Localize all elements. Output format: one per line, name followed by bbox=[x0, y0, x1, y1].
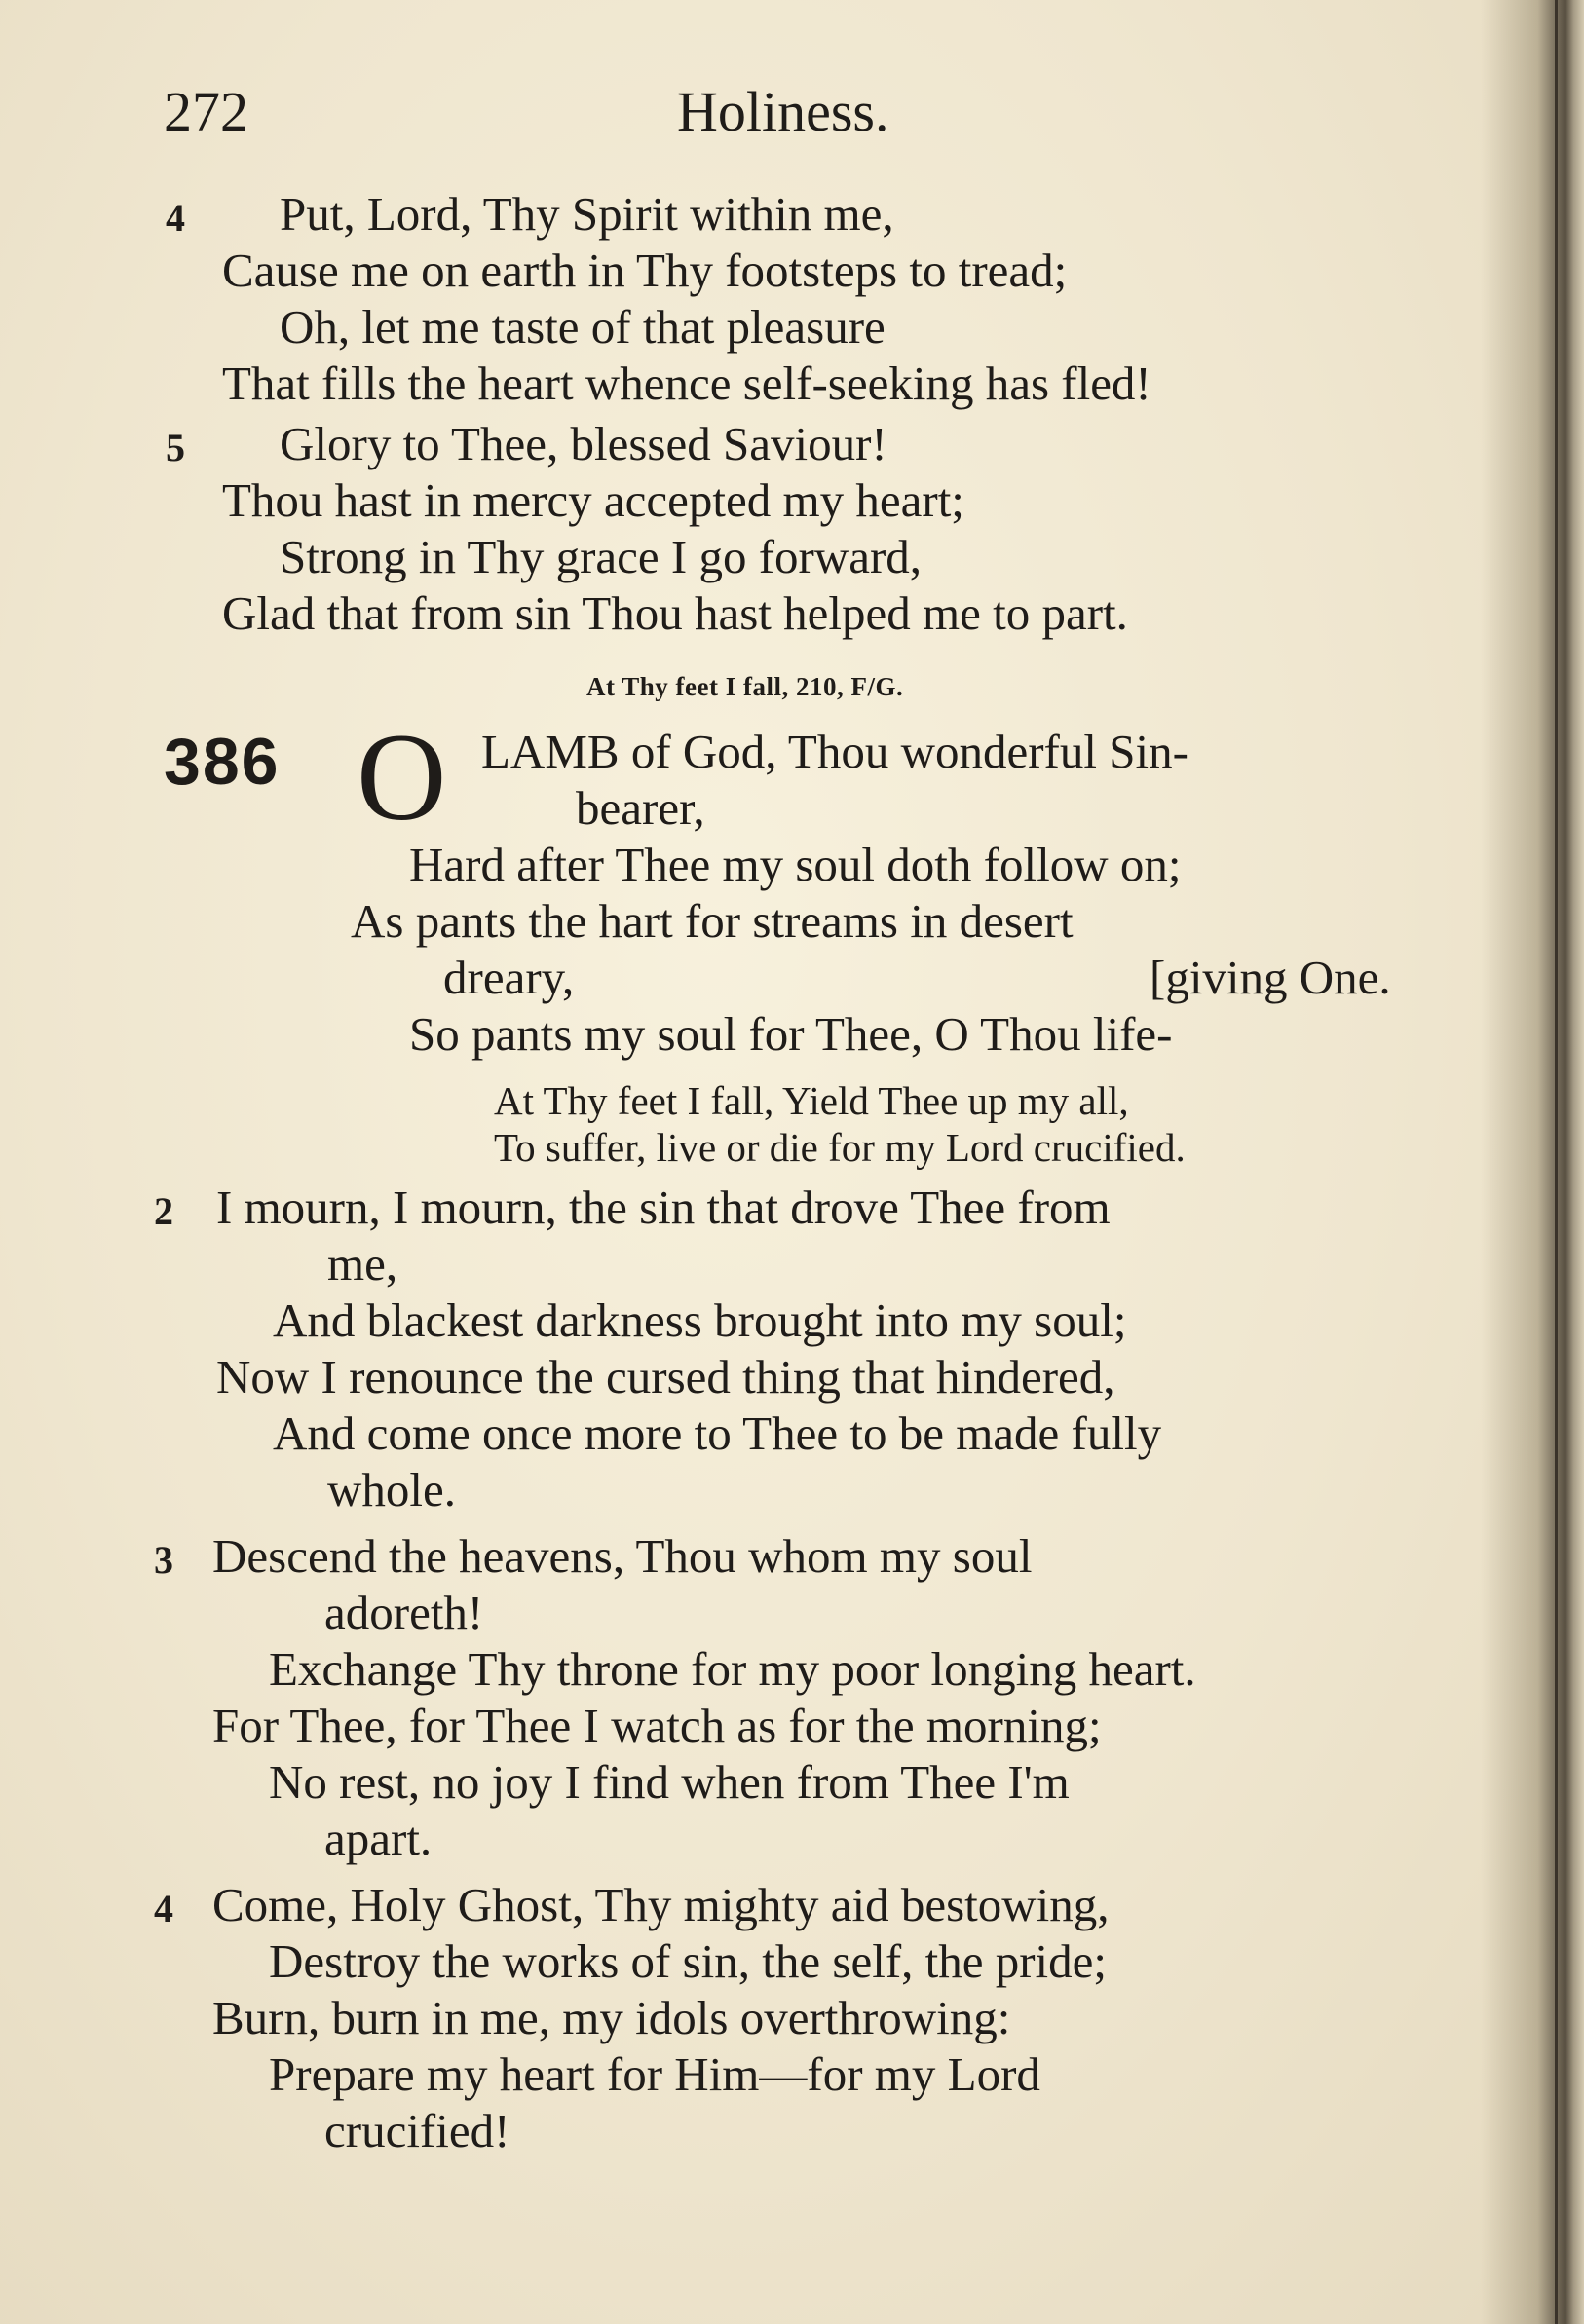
verse-line: No rest, no joy I find when from Thee I'm bbox=[269, 1755, 1070, 1809]
verse-line: crucified! bbox=[324, 2104, 510, 2157]
book-spine-shadow bbox=[1481, 0, 1584, 2324]
verse-line: Exchange Thy throne for my poor longing heart. bbox=[269, 1642, 1196, 1696]
verse-line: Put, Lord, Thy Spirit within me, bbox=[280, 187, 894, 241]
verse-line: For Thee, for Thee I watch as for the morning; bbox=[212, 1699, 1102, 1752]
verse-line: Burn, burn in me, my idols overthrowing: bbox=[212, 1991, 1011, 2044]
verse-number: 3 bbox=[154, 1538, 173, 1582]
chorus-line: To suffer, live or die for my Lord crucified. bbox=[494, 1125, 1186, 1170]
verse-line: Strong in Thy grace I go forward, bbox=[280, 530, 923, 583]
verse-line: Come, Holy Ghost, Thy mighty aid bestowing, bbox=[212, 1878, 1110, 1931]
page-number: 272 bbox=[164, 80, 248, 143]
tune-reference: At Thy feet I fall, 210, F/G. bbox=[586, 672, 904, 701]
verse-number: 2 bbox=[154, 1189, 173, 1233]
verse-line: Glad that from sin Thou hast helped me to part. bbox=[222, 586, 1128, 640]
verse-line: Prepare my heart for Him—for my Lord bbox=[269, 2047, 1040, 2101]
verse-line: Thou hast in mercy accepted my heart; bbox=[222, 473, 964, 527]
verse-number: 5 bbox=[166, 426, 185, 469]
verse-number: 4 bbox=[154, 1887, 173, 1930]
verse-line: I mourn, I mourn, the sin that drove Thee from bbox=[216, 1181, 1111, 1234]
hymn-number: 386 bbox=[164, 725, 281, 799]
verse-line-overflow: [giving One. bbox=[1150, 951, 1391, 1004]
drop-cap: O bbox=[357, 708, 447, 846]
verse-line: Hard after Thee my soul doth follow on; bbox=[409, 838, 1182, 891]
verse-line: And blackest darkness brought into my soul; bbox=[273, 1293, 1127, 1347]
verse-line: whole. bbox=[327, 1463, 456, 1517]
verse-line: apart. bbox=[324, 1812, 433, 1865]
verse-line: Now I renounce the cursed thing that hindered, bbox=[216, 1350, 1115, 1404]
verse-line: As pants the hart for streams in desert bbox=[351, 894, 1074, 948]
chorus-line: At Thy feet I fall, Yield Thee up my all, bbox=[494, 1078, 1129, 1123]
verse-line: Destroy the works of sin, the self, the pride; bbox=[269, 1934, 1108, 1988]
verse-line: me, bbox=[327, 1237, 398, 1291]
book-spine-edge bbox=[1555, 0, 1558, 2324]
verse-line: And come once more to Thee to be made fully bbox=[273, 1406, 1162, 1460]
verse-line: dreary, bbox=[443, 951, 575, 1004]
verse-line: bearer, bbox=[576, 781, 705, 835]
verse-line: So pants my soul for Thee, O Thou life- bbox=[409, 1007, 1173, 1061]
verse-line: LAMB of God, Thou wonderful Sin- bbox=[481, 725, 1188, 778]
verse-line: Glory to Thee, blessed Saviour! bbox=[280, 417, 887, 470]
verse-line: adoreth! bbox=[324, 1586, 484, 1639]
verse-line: Descend the heavens, Thou whom my soul bbox=[212, 1529, 1033, 1583]
verse-number: 4 bbox=[166, 196, 185, 240]
verse-line: That fills the heart whence self-seeking has fled! bbox=[222, 356, 1151, 410]
verse-line: Oh, let me taste of that pleasure bbox=[280, 300, 886, 354]
running-title: Holiness. bbox=[677, 80, 889, 143]
verse-line: Cause me on earth in Thy footsteps to tread; bbox=[222, 244, 1068, 297]
